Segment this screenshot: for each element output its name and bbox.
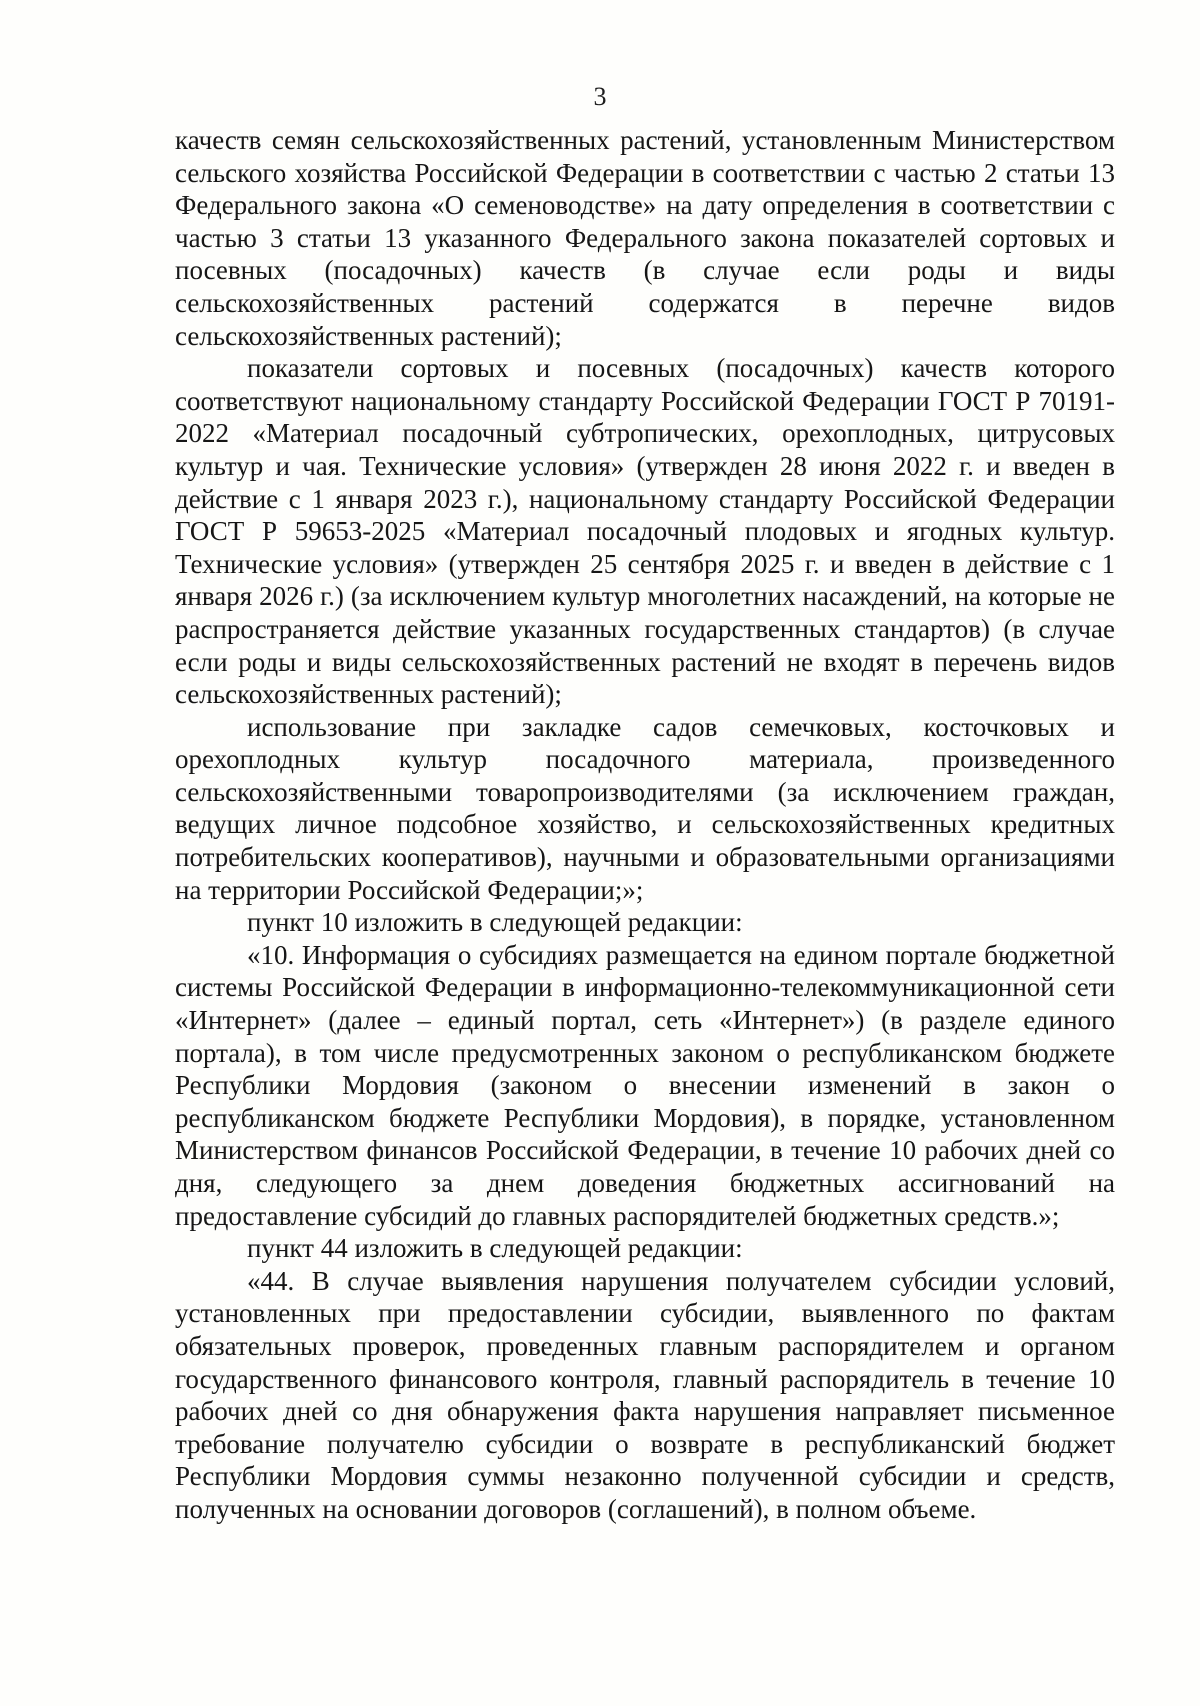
paragraph-item-44-text: «44. В случае выявления нарушения получателем субсидии условий, установленных при предоставлении субсидии, выявленного по фактам обязательных проверок, проведенных главным распорядителем и органом государственного финансового контроля, главный распорядитель в течение 10 рабочих дней со дня обнаружения факта нарушения направляет письменное требование получателю субсидии о возврате в республиканский бюджет Республики Мордовия суммы незаконно полученной субсидии и средств, полученных на основании договоров (соглашений), в полном объеме.: [175, 1265, 1115, 1524]
paragraph-item-44-heading: пункт 44 изложить в следующей редакции:: [247, 1233, 743, 1264]
document-body: [175, 124, 1115, 1526]
paragraph-orchard-planting: использование при закладке садов семечковых, косточковых и орехоплодных культур посадочного материала, произведенного сельскохозяйственными товаропроизводителями (за исключением граждан, ведущих личное подсобное хозяйство, и сельскохозяйственных кредитных потребительских кооперативов), научными и образовательными организациями на территории Российской Федерации;»;: [175, 711, 1115, 905]
paragraph-item-10-heading: пункт 10 изложить в следующей редакции:: [247, 907, 743, 938]
paragraph-item-10-text: «10. Информация о субсидиях размещается на едином портале бюджетной системы Российской Федерации в информационно-телекоммуникационной сети «Интернет» (далее – единый портал, сеть «Интернет») (в разделе единого портала), в том числе предусмотренных законом о республиканском бюджете Республики Мордовия (законом о внесении изменений в закон о республиканском бюджете Республики Мордовия), в порядке, установленном Министерством финансов Российской Федерации, в течение 10 рабочих дней со дня, следующего за днем доведения бюджетных ассигнований на предоставление субсидий до главных распорядителей бюджетных средств.»;: [175, 939, 1115, 1231]
page-number: 3: [593, 82, 607, 111]
paragraph-gost-standards: показатели сортовых и посевных (посадочных) качеств которого соответствуют национальному стандарту Российской Федерации ГОСТ Р 70191-2022 «Материал посадочный субтропических, орехоплодных, цитрусовых культур и чая. Технические условия» (утвержден 28 июня 2022 г. и введен в действие с 1 января 2023 г.), национальному стандарту Российской Федерации ГОСТ Р 59653-2025 «Материал посадочный плодовых и ягодных культур. Технические условия» (утвержден 25 сентября 2025 г. и введен в действие с 1 января 2026 г.) (за исключением культур многолетних насаждений, на которые не распространяется действие указанных государственных стандартов) (в случае если роды и виды сельскохозяйственных растений не входят в перечень видов сельскохозяйственных растений);: [175, 353, 1115, 710]
paragraph-seed-quality: качеств семян сельскохозяйственных растений, установленным Министерством сельского хозяйства Российской Федерации в соответствии с частью 2 статьи 13 Федерального закона «О семеноводстве» на дату определения в соответствии с частью 3 статьи 13 указанного Федерального закона показателей сортовых и посевных (посадочных) качеств (в случае если роды и виды сельскохозяйственных растений содержатся в перечне видов сельскохозяйственных растений);: [175, 125, 1115, 351]
